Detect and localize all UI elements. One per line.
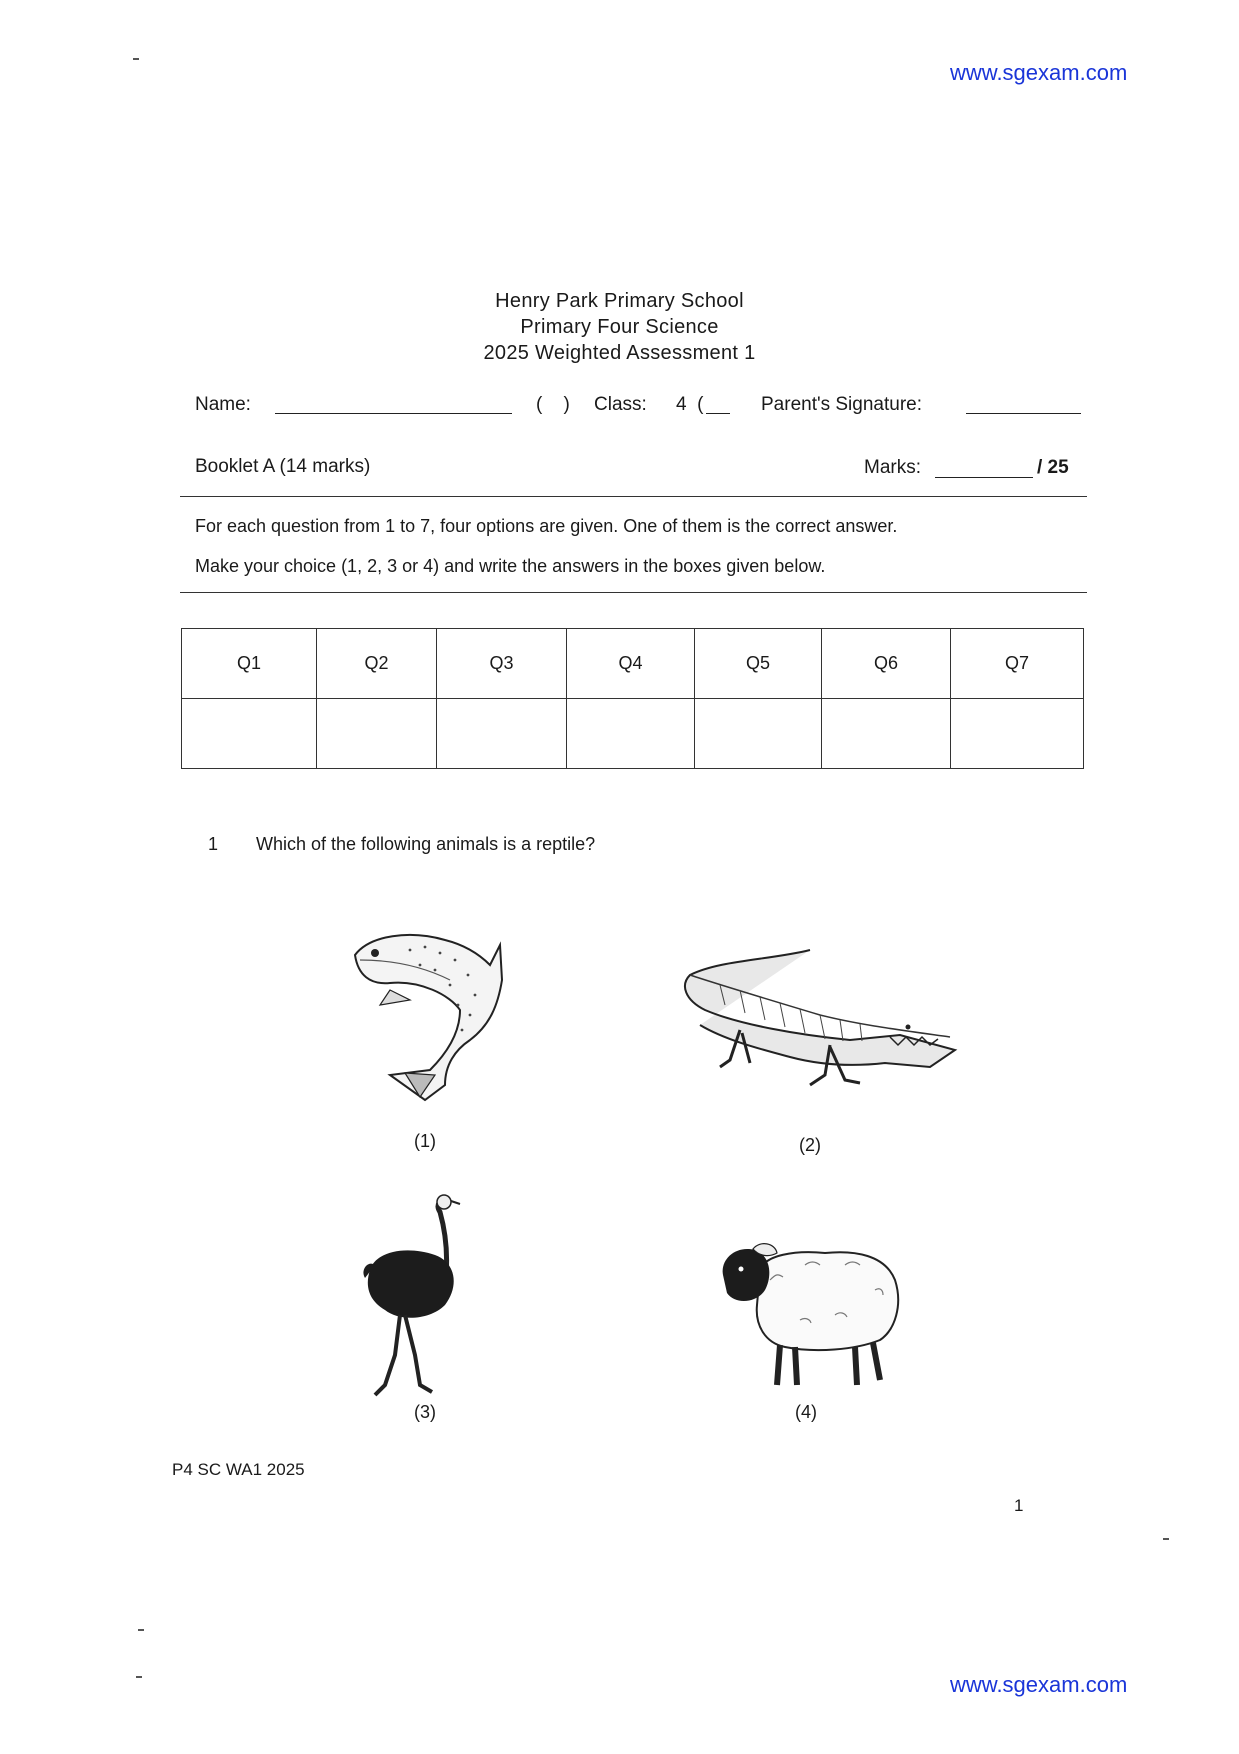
answer-table-answer-row: [182, 699, 1084, 769]
class-field-line[interactable]: [706, 413, 730, 414]
index-number-parens: ( ): [536, 394, 570, 415]
name-label: Name:: [195, 394, 251, 415]
answer-box-q1[interactable]: [182, 699, 317, 769]
option-2-label: (2): [799, 1135, 821, 1155]
scan-speck: [1163, 1538, 1169, 1540]
signature-field-line[interactable]: [966, 413, 1081, 414]
question-number: 1: [208, 834, 219, 854]
name-field-line[interactable]: [275, 413, 512, 414]
scan-speck: [138, 1629, 144, 1631]
ostrich-illustration: [360, 1190, 480, 1400]
website-link-top[interactable]: www.sgexam.com: [950, 60, 1128, 85]
answer-box-q2[interactable]: [317, 699, 437, 769]
answer-header-q2: Q2: [317, 629, 437, 699]
scan-speck: [133, 58, 139, 60]
instruction-line-1: For each question from 1 to 7, four options are given. One of them is the correct answer.: [195, 516, 898, 536]
scan-speck: [136, 1676, 142, 1678]
answer-header-q3: Q3: [437, 629, 567, 699]
answer-header-q7: Q7: [951, 629, 1084, 699]
paper-code: P4 SC WA1 2025: [172, 1460, 305, 1479]
crocodile-illustration: [680, 945, 960, 1090]
option-3-label: (3): [414, 1402, 436, 1422]
subject-title: Primary Four Science: [520, 316, 719, 338]
answer-box-q6[interactable]: [822, 699, 951, 769]
divider-bottom: [180, 592, 1087, 593]
answer-header-q5: Q5: [695, 629, 822, 699]
page-number: 1: [1014, 1496, 1024, 1515]
class-value: 4 (: [676, 394, 704, 415]
answer-header-q1: Q1: [182, 629, 317, 699]
option-1-label: (1): [414, 1131, 436, 1151]
answer-table-header-row: [182, 629, 1084, 699]
question-text: Which of the following animals is a reptile?: [256, 834, 596, 854]
answer-box-q4[interactable]: [567, 699, 695, 769]
school-name: Henry Park Primary School: [495, 290, 744, 312]
answer-table: [181, 628, 1084, 769]
sheep-illustration: [715, 1235, 905, 1395]
marks-field-line[interactable]: [935, 477, 1033, 478]
parent-signature-label: Parent's Signature:: [761, 394, 922, 415]
marks-label: Marks:: [864, 457, 921, 478]
booklet-title: Booklet A (14 marks): [195, 456, 371, 477]
instruction-line-2: Make your choice (1, 2, 3 or 4) and write the answers in the boxes given below.: [195, 556, 826, 576]
website-link-bottom[interactable]: www.sgexam.com: [950, 1672, 1128, 1697]
fish-illustration: [350, 925, 510, 1105]
assessment-title: 2025 Weighted Assessment 1: [483, 342, 756, 364]
answer-box-q7[interactable]: [951, 699, 1084, 769]
answer-header-q6: Q6: [822, 629, 951, 699]
class-label: Class:: [594, 394, 647, 415]
answer-box-q3[interactable]: [437, 699, 567, 769]
marks-total: / 25: [1037, 457, 1069, 478]
option-4-label: (4): [795, 1402, 817, 1422]
answer-box-q5[interactable]: [695, 699, 822, 769]
answer-header-q4: Q4: [567, 629, 695, 699]
divider-top: [180, 496, 1087, 497]
